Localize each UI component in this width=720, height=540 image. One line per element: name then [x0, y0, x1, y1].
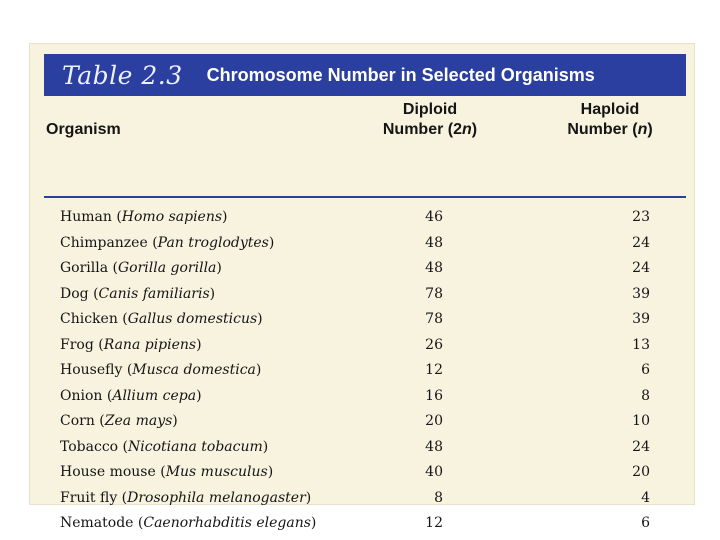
column-header-haploid	[550, 100, 670, 140]
title-bar	[44, 54, 686, 96]
common-name: Gorilla (	[60, 260, 118, 276]
paren-close: )	[310, 515, 317, 531]
diploid-header-var: n	[462, 121, 472, 138]
common-name: Frog (	[60, 336, 104, 353]
organism-cell	[60, 260, 222, 276]
diploid-cell: 40	[425, 464, 443, 480]
paren-close: )	[255, 362, 262, 378]
table-row	[44, 512, 686, 538]
diploid-cell: 48	[425, 438, 443, 455]
scientific-name: Drosophila melanogaster	[127, 489, 306, 506]
haploid-cell: 39	[632, 311, 650, 327]
scientific-name: Gorilla gorilla	[118, 260, 217, 276]
diploid-cell: 78	[425, 285, 443, 302]
haploid-header-line1: Haploid	[580, 101, 640, 118]
scientific-name: Allium cepa	[112, 387, 197, 404]
scientific-name: Pan troglodytes	[157, 234, 269, 251]
common-name: Nematode (	[60, 515, 144, 531]
table-row	[44, 283, 686, 309]
haploid-cell: 4	[641, 489, 650, 506]
diploid-cell: 16	[425, 387, 443, 404]
table-row	[44, 257, 686, 283]
organism-cell	[60, 490, 311, 506]
common-name: Tobacco (	[60, 438, 129, 455]
table-figure	[30, 44, 694, 531]
organism-cell	[60, 337, 202, 353]
diploid-header-prefix: Number (2	[382, 121, 462, 138]
haploid-cell: 24	[632, 438, 650, 455]
table-row	[44, 359, 686, 385]
common-name: Dog (	[60, 285, 99, 302]
haploid-cell: 6	[641, 362, 650, 378]
scientific-name: Gallus domesticus	[127, 311, 258, 327]
table-row	[44, 436, 686, 462]
common-name: Fruit fly (	[60, 489, 128, 506]
table-row	[44, 487, 686, 513]
scientific-name: Caenorhabditis elegans	[143, 515, 311, 531]
haploid-cell: 24	[632, 234, 650, 251]
paren-close: )	[268, 234, 275, 251]
diploid-header-suffix: )	[471, 121, 478, 138]
common-name: House mouse (	[60, 464, 166, 480]
paren-close: )	[196, 387, 202, 404]
diploid-header-line2	[360, 120, 500, 140]
scientific-name: Zea mays	[104, 413, 173, 429]
scientific-name: Rana pipiens	[103, 336, 197, 353]
organism-cell	[60, 388, 202, 404]
haploid-header-prefix: Number (	[567, 121, 638, 138]
haploid-header-var: n	[637, 121, 648, 138]
diploid-cell: 48	[425, 234, 443, 251]
column-header-diploid	[360, 100, 500, 140]
organism-cell	[60, 286, 215, 302]
table-label: Table 2.3	[62, 60, 183, 90]
scientific-name: Nicotiana tobacum	[128, 438, 263, 455]
table-row	[44, 206, 686, 232]
table-title: Chromosome Number in Selected Organisms	[206, 64, 595, 85]
diploid-cell: 26	[425, 336, 443, 353]
common-name: Chicken (	[60, 311, 128, 327]
diploid-cell: 78	[425, 311, 443, 327]
paren-close: )	[216, 260, 222, 276]
paren-close: )	[267, 464, 274, 480]
haploid-header-suffix: )	[647, 121, 653, 138]
organism-cell	[60, 439, 268, 455]
organism-cell	[60, 515, 316, 531]
paren-close: )	[209, 285, 216, 302]
diploid-cell: 48	[425, 260, 443, 276]
scientific-name: Canis familiaris	[98, 285, 210, 302]
paren-close: )	[222, 209, 228, 225]
organism-cell	[60, 362, 261, 378]
scientific-name: Mus musculus	[165, 464, 268, 480]
table-row	[44, 334, 686, 360]
table-row	[44, 232, 686, 258]
paren-close: )	[305, 489, 312, 506]
paren-close: )	[196, 336, 202, 353]
table-row	[44, 385, 686, 411]
paren-close: )	[172, 413, 178, 429]
haploid-cell: 10	[632, 413, 650, 429]
diploid-cell: 8	[434, 489, 443, 506]
common-name: Corn (	[60, 413, 105, 429]
organism-cell	[60, 413, 178, 429]
diploid-header-line1: Diploid	[402, 101, 458, 118]
table-body	[44, 206, 686, 538]
organism-cell	[60, 464, 273, 480]
organism-cell	[60, 235, 274, 251]
haploid-cell: 8	[641, 387, 650, 404]
organism-cell	[60, 311, 263, 327]
organism-cell	[60, 209, 228, 225]
scientific-name: Homo sapiens	[121, 209, 223, 225]
diploid-cell: 12	[425, 362, 443, 378]
paren-close: )	[262, 438, 269, 455]
common-name: Human (	[60, 209, 122, 225]
common-name: Chimpanzee (	[60, 234, 158, 251]
organism-header-label: Organism	[46, 121, 121, 138]
common-name: Onion (	[60, 387, 113, 404]
paren-close: )	[257, 311, 263, 327]
common-name: Housefly (	[60, 362, 133, 378]
diploid-cell: 12	[425, 515, 443, 531]
table-row	[44, 461, 686, 487]
diploid-cell: 20	[425, 413, 443, 429]
haploid-cell: 24	[632, 260, 650, 276]
diploid-cell: 46	[425, 209, 443, 225]
haploid-cell: 13	[632, 336, 650, 353]
haploid-cell: 20	[632, 464, 650, 480]
haploid-cell: 23	[632, 209, 650, 225]
scientific-name: Musca domestica	[132, 362, 256, 378]
column-header-organism	[46, 120, 121, 140]
haploid-cell: 39	[632, 285, 650, 302]
table-row	[44, 410, 686, 436]
haploid-cell: 6	[641, 515, 650, 531]
haploid-header-line2	[550, 120, 670, 140]
table-row	[44, 308, 686, 334]
